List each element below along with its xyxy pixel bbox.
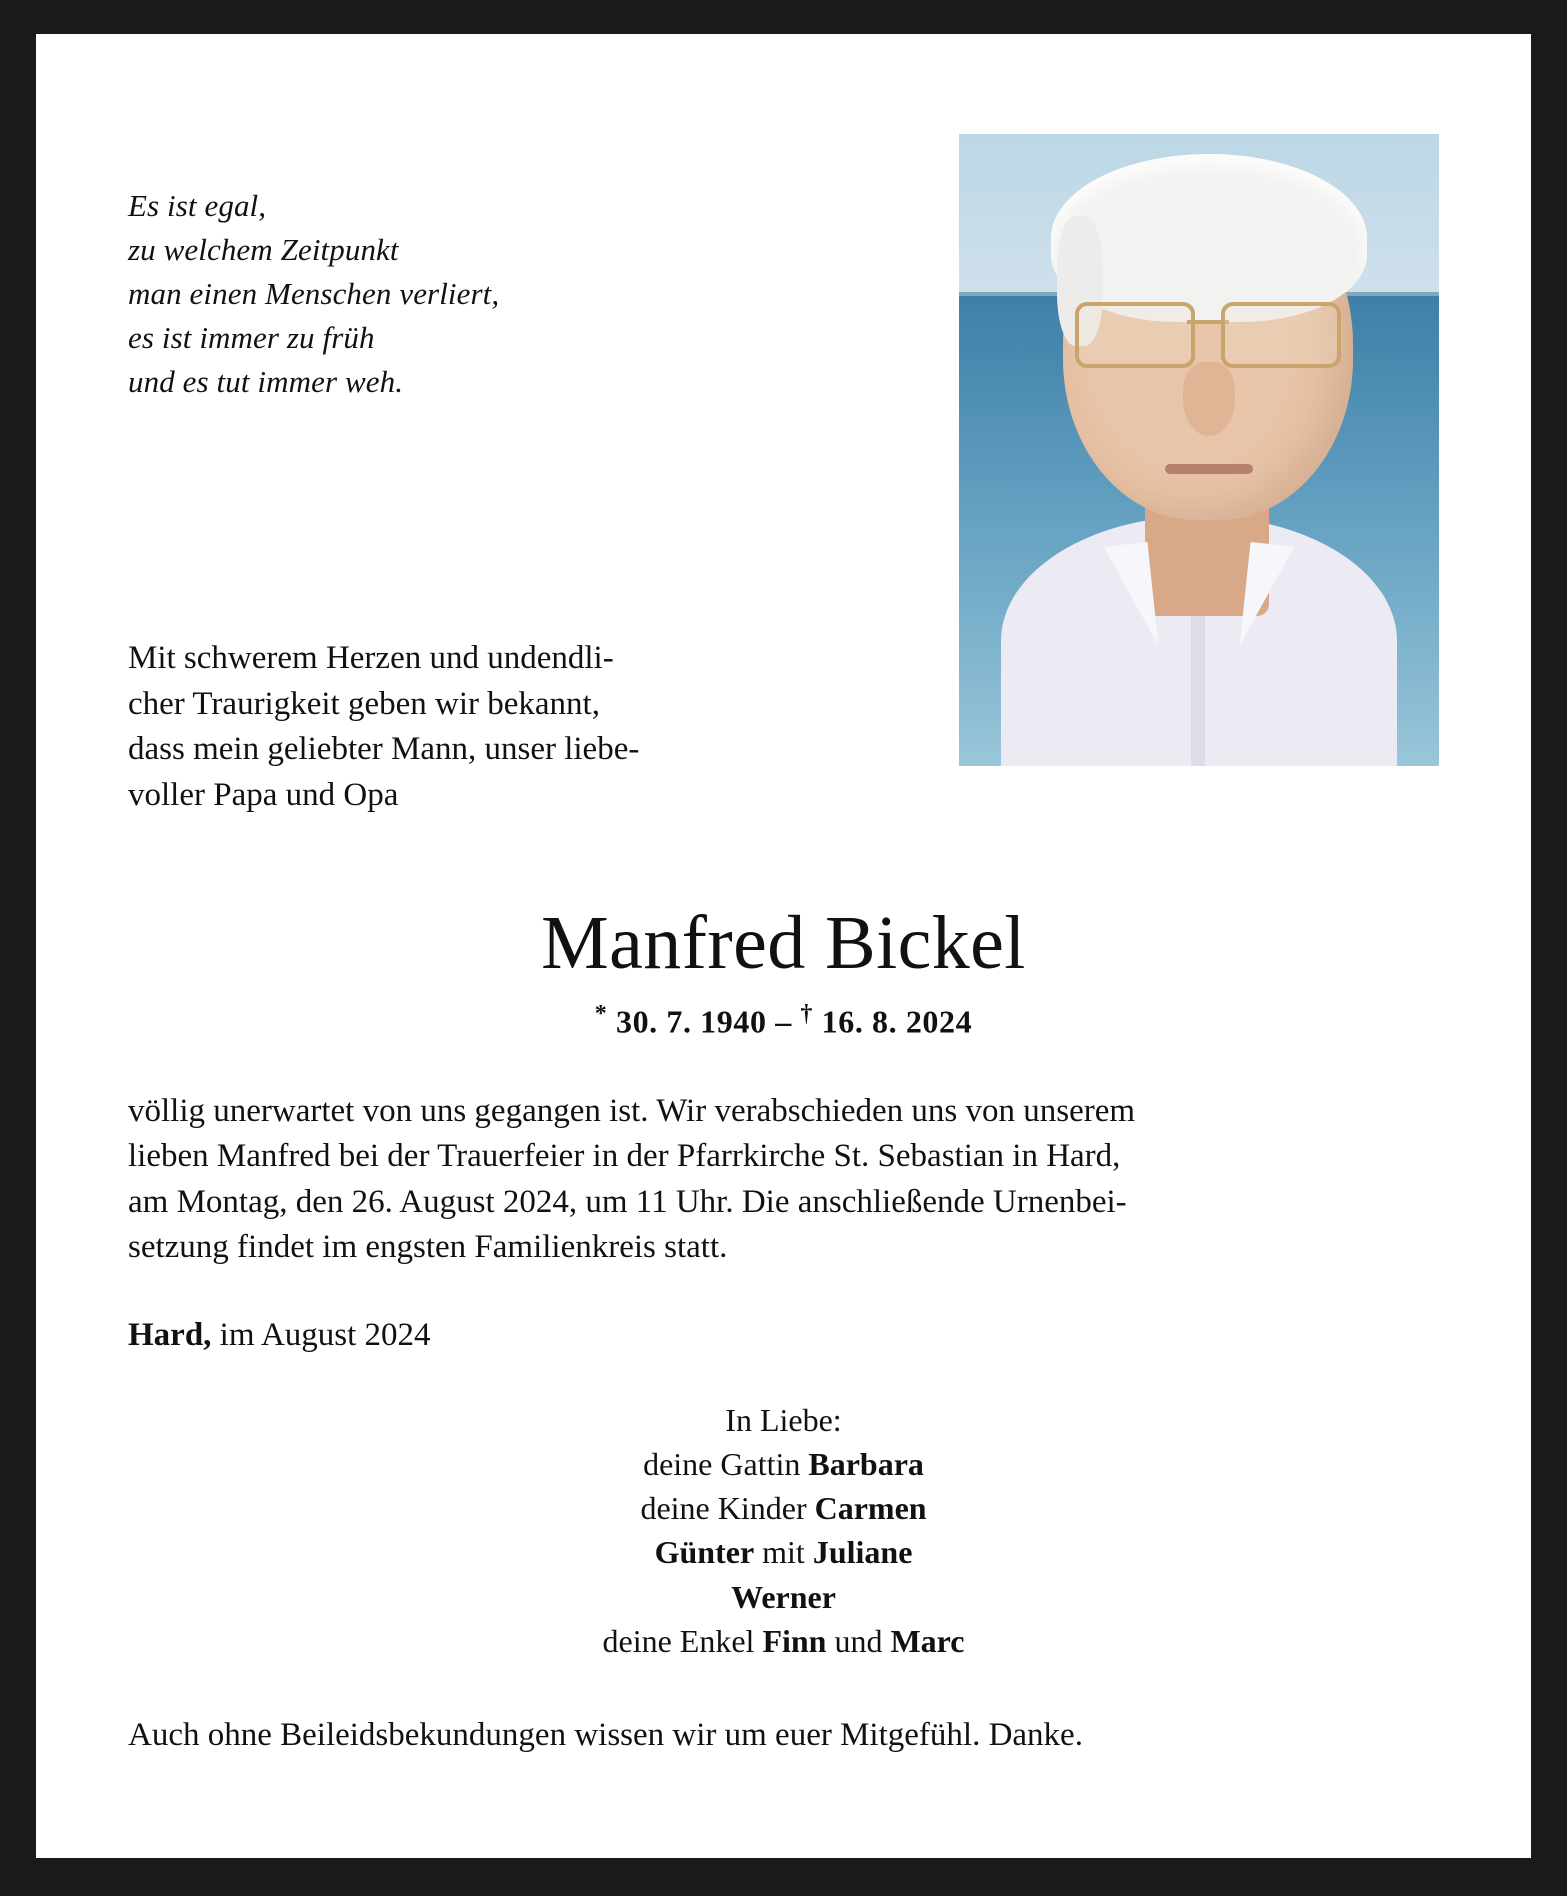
body-line-2: lieben Manfred bei der Trauerfeier in der Pfarrkirche St. Sebastian in Hard, (128, 1138, 1121, 1175)
signature-name: Carmen (814, 1490, 927, 1527)
closing-note: Auch ohne Beileidsbekundungen wissen wir um euer Mitgefühl. Danke. (128, 1716, 1083, 1753)
signature-name: Werner (731, 1578, 836, 1615)
signature-row-2 (36, 1486, 1531, 1530)
top-section (36, 34, 1531, 818)
place-and-month (128, 1317, 1439, 1354)
verse-line-3: man einen Menschen verliert, (128, 276, 500, 312)
body-line-4: setzung findet im engsten Familienkreis statt. (128, 1229, 728, 1266)
signature-name-secondary: Juliane (812, 1534, 913, 1571)
signature-row-4 (36, 1575, 1531, 1619)
signature-row-1 (36, 1442, 1531, 1486)
photo-column (959, 34, 1531, 766)
shirt-placket (1191, 616, 1205, 766)
intro-paragraph (128, 636, 748, 818)
intro-line-2: cher Traurigkeit geben wir bekannt, (128, 685, 600, 722)
body-line-1: völlig unerwartet von uns gegangen ist. Wir verabschieden uns von unserem (128, 1092, 1136, 1129)
signature-name-secondary: Marc (890, 1622, 965, 1659)
signature-row-5 (36, 1619, 1531, 1663)
mouth-shape (1165, 464, 1253, 474)
signature-heading: In Liebe: (725, 1401, 842, 1438)
service-details-paragraph (128, 1089, 1439, 1271)
life-dates (36, 1001, 1531, 1041)
intro-line-4: voller Papa und Opa (128, 776, 399, 813)
signature-name: Finn (762, 1622, 827, 1659)
death-symbol: † (800, 1001, 814, 1028)
place-name: Hard, (128, 1316, 212, 1353)
obituary-card (36, 34, 1531, 1858)
birth-date: 30. 7. 1940 (615, 1003, 767, 1040)
signature-row-3 (36, 1530, 1531, 1574)
glasses-lens-right (1221, 302, 1341, 368)
birth-symbol: * (594, 1001, 608, 1028)
intro-line-3: dass mein geliebter Mann, unser liebe- (128, 731, 640, 768)
hair-shape (1051, 154, 1367, 322)
signature-name: Barbara (808, 1446, 924, 1483)
signature-block (36, 1398, 1531, 1663)
nose-shape (1183, 362, 1235, 436)
verse-line-2: zu welchem Zeitpunkt (128, 232, 399, 268)
signature-prefix: deine Gattin (643, 1446, 809, 1483)
intro-line-1: Mit schwerem Herzen und undendli- (128, 640, 614, 677)
glasses-lens-left (1075, 302, 1195, 368)
body-line-3: am Montag, den 26. August 2024, um 11 Uhr. Die anschließende Urnenbei- (128, 1183, 1127, 1220)
verse-line-5: und es tut immer weh. (128, 364, 404, 400)
verse-line-4: es ist immer zu früh (128, 320, 375, 356)
death-date: 16. 8. 2024 (821, 1003, 973, 1040)
portrait-photo (959, 134, 1439, 766)
date-dash: – (775, 1003, 792, 1040)
signature-prefix: deine Kinder (640, 1490, 815, 1527)
glasses-icon (1075, 302, 1341, 362)
deceased-name: Manfred Bickel (541, 901, 1026, 986)
signature-prefix: deine Enkel (602, 1622, 763, 1659)
signature-name: Günter (654, 1534, 755, 1571)
signature-connector: und (826, 1622, 891, 1659)
verse-line-1: Es ist egal, (128, 188, 267, 223)
verse-block (128, 184, 826, 404)
left-column (36, 34, 826, 818)
place-month: im August 2024 (211, 1316, 431, 1353)
signature-connector: mit (754, 1534, 813, 1571)
